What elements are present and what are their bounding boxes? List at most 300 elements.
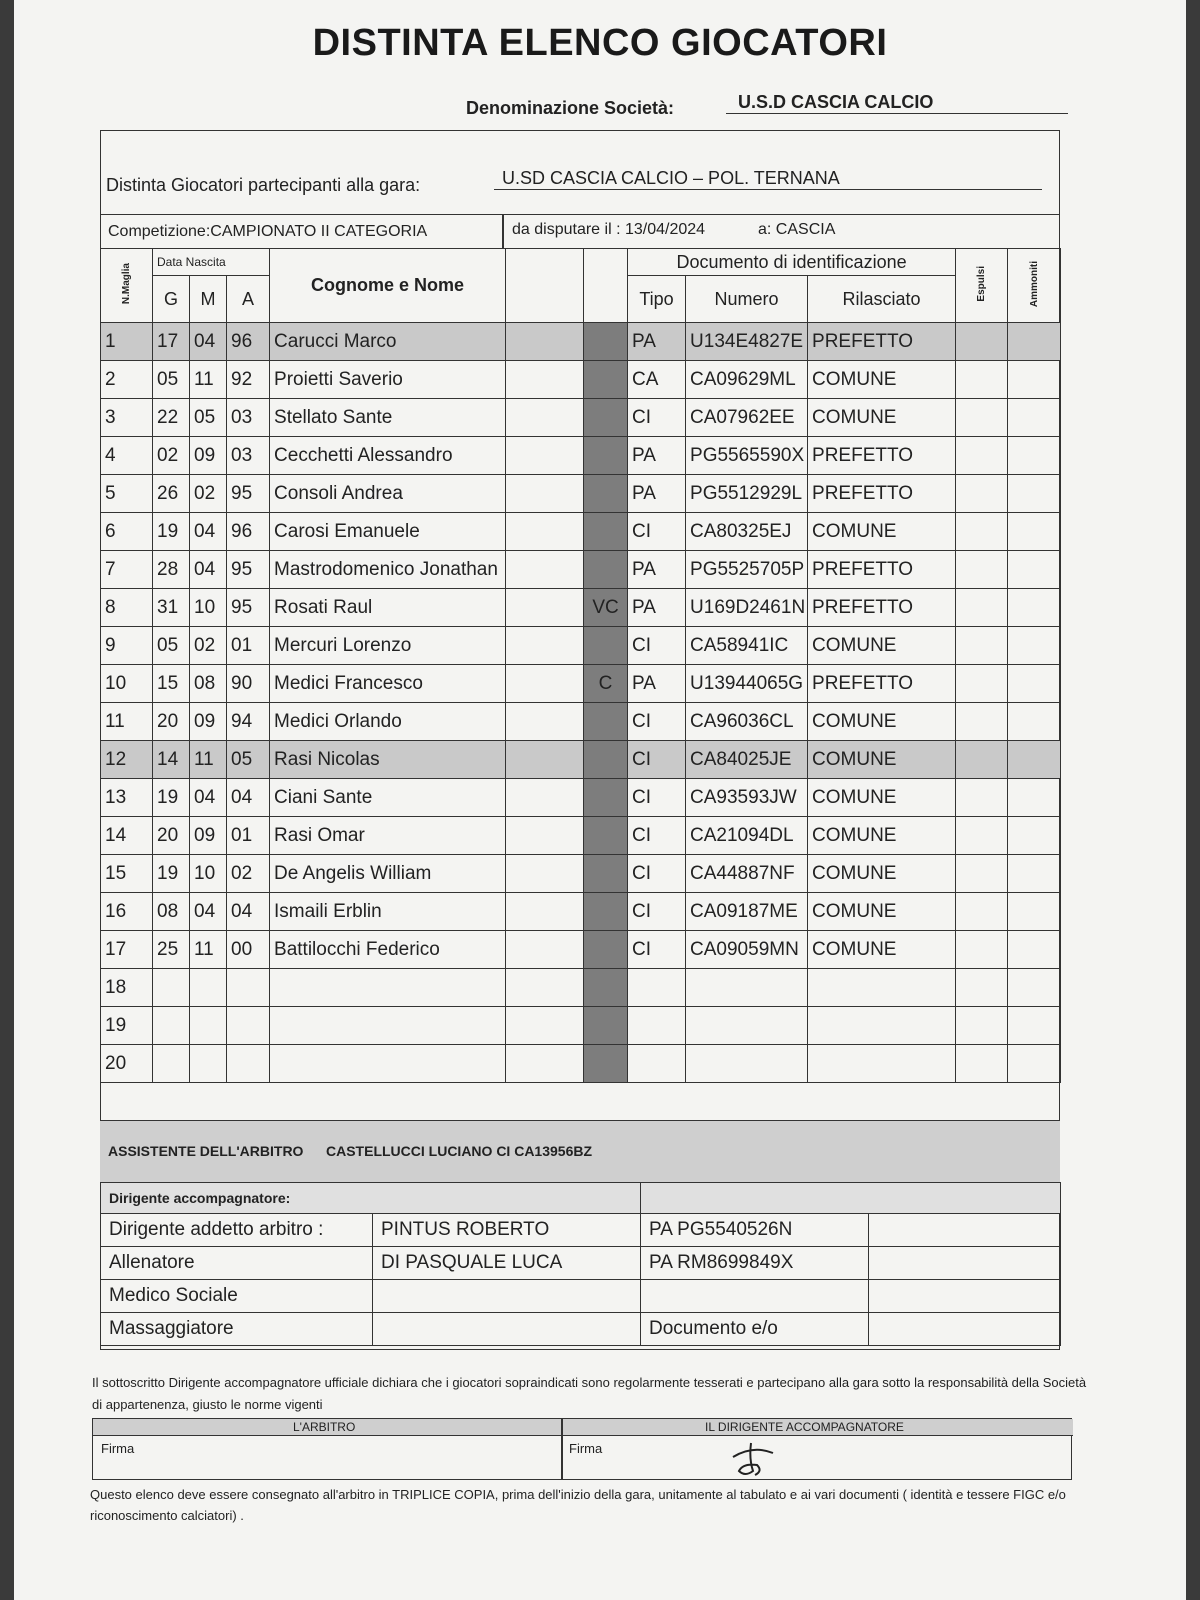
birth-day: 19 <box>153 855 190 893</box>
birth-month: 10 <box>190 855 227 893</box>
espulsi-cell <box>956 399 1008 437</box>
player-row <box>101 855 1061 893</box>
birth-day: 20 <box>153 817 190 855</box>
player-number: 9 <box>101 627 153 665</box>
birth-month: 08 <box>190 665 227 703</box>
player-name: Proietti Saverio <box>270 361 506 399</box>
birth-year <box>227 1007 270 1045</box>
blank-cell <box>506 855 584 893</box>
blank-cell <box>506 741 584 779</box>
player-row <box>101 589 1061 627</box>
doc-issuer: COMUNE <box>808 817 956 855</box>
doc-number: CA21094DL <box>686 817 808 855</box>
declaration: Il sottoscritto Dirigente accompagnatore ufficiale dichiara che i giocatori sopraindicati sono regolarmente tesserati e partecipano alla gara sotto la responsabilità della Società di appartenenza, giusto le norme vigenti <box>92 1375 1087 1412</box>
ammoniti-cell <box>1008 741 1061 779</box>
staff-doc: PA PG5540526N <box>641 1214 869 1247</box>
doc-issuer: PREFETTO <box>808 323 956 361</box>
player-name: Battilocchi Federico <box>270 931 506 969</box>
ammoniti-cell <box>1008 437 1061 475</box>
ammoniti-cell <box>1008 855 1061 893</box>
birth-day: 14 <box>153 741 190 779</box>
birth-year: 02 <box>227 855 270 893</box>
birth-day: 15 <box>153 665 190 703</box>
doc-number: CA07962EE <box>686 399 808 437</box>
birth-day: 25 <box>153 931 190 969</box>
player-row <box>101 779 1061 817</box>
birth-day: 26 <box>153 475 190 513</box>
birth-day: 19 <box>153 513 190 551</box>
header-g: G <box>153 276 190 323</box>
player-number: 3 <box>101 399 153 437</box>
staff-row <box>101 1280 1061 1313</box>
birth-month: 02 <box>190 627 227 665</box>
doc-issuer: COMUNE <box>808 399 956 437</box>
doc-issuer: COMUNE <box>808 513 956 551</box>
birth-year: 04 <box>227 893 270 931</box>
doc-number: CA93593JW <box>686 779 808 817</box>
dirigente-acc-label: Dirigente accompagnatore: <box>101 1183 641 1214</box>
birth-month <box>190 969 227 1007</box>
player-name: Mastrodomenico Jonathan <box>270 551 506 589</box>
doc-issuer <box>808 969 956 1007</box>
espulsi-cell <box>956 893 1008 931</box>
role-cell <box>584 931 628 969</box>
birth-month: 09 <box>190 703 227 741</box>
birth-year <box>227 969 270 1007</box>
societa-value: U.S.D CASCIA CALCIO <box>726 92 1068 114</box>
player-row <box>101 969 1061 1007</box>
espulsi-cell <box>956 665 1008 703</box>
player-row <box>101 551 1061 589</box>
header-data-nascita: Data Nascita <box>153 249 270 276</box>
player-name: Carosi Emanuele <box>270 513 506 551</box>
blank-cell <box>506 513 584 551</box>
doc-issuer: COMUNE <box>808 931 956 969</box>
role-cell <box>584 323 628 361</box>
staff-name <box>373 1313 641 1346</box>
player-row <box>101 665 1061 703</box>
role-cell <box>584 627 628 665</box>
doc-number: U13944065G <box>686 665 808 703</box>
player-row <box>101 703 1061 741</box>
birth-day: 05 <box>153 361 190 399</box>
staff-extra <box>869 1280 1061 1313</box>
ammoniti-cell <box>1008 627 1061 665</box>
doc-type: CI <box>628 627 686 665</box>
blank-cell <box>506 969 584 1007</box>
player-row <box>101 323 1061 361</box>
birth-year: 92 <box>227 361 270 399</box>
player-row <box>101 1045 1061 1083</box>
birth-month: 09 <box>190 437 227 475</box>
ammoniti-cell <box>1008 1007 1061 1045</box>
gara-label: Distinta Giocatori partecipanti alla gara: <box>106 175 421 195</box>
header-nome: Cognome e Nome <box>270 249 506 323</box>
espulsi-cell <box>956 969 1008 1007</box>
blank-cell <box>506 893 584 931</box>
doc-issuer: PREFETTO <box>808 551 956 589</box>
ammoniti-cell <box>1008 931 1061 969</box>
blank-cell <box>506 779 584 817</box>
birth-day: 22 <box>153 399 190 437</box>
form-title: DISTINTA ELENCO GIOCATORI <box>312 22 888 64</box>
espulsi-cell <box>956 931 1008 969</box>
blank-cell <box>506 817 584 855</box>
player-name: Ismaili Erblin <box>270 893 506 931</box>
header-tipo: Tipo <box>628 276 686 323</box>
birth-month: 10 <box>190 589 227 627</box>
doc-number: CA09187ME <box>686 893 808 931</box>
birth-year: 01 <box>227 817 270 855</box>
role-cell <box>584 817 628 855</box>
player-name: De Angelis William <box>270 855 506 893</box>
player-number: 18 <box>101 969 153 1007</box>
player-row <box>101 475 1061 513</box>
doc-type: PA <box>628 475 686 513</box>
player-number: 6 <box>101 513 153 551</box>
doc-issuer: COMUNE <box>808 361 956 399</box>
player-name: Stellato Sante <box>270 399 506 437</box>
ammoniti-cell <box>1008 513 1061 551</box>
doc-type: CI <box>628 893 686 931</box>
doc-number: CA44887NF <box>686 855 808 893</box>
role-cell <box>584 1045 628 1083</box>
staff-role: Massaggiatore <box>101 1313 373 1346</box>
ammoniti-cell <box>1008 779 1061 817</box>
player-name: Ciani Sante <box>270 779 506 817</box>
player-number: 5 <box>101 475 153 513</box>
doc-type <box>628 1007 686 1045</box>
header-ammoniti: Ammoniti <box>1008 249 1061 323</box>
societa-label: Denominazione Società: <box>466 98 675 118</box>
signature-box <box>92 1418 1072 1480</box>
staff-role: Dirigente addetto arbitro : <box>101 1214 373 1247</box>
birth-day: 08 <box>153 893 190 931</box>
birth-year: 05 <box>227 741 270 779</box>
blank-cell <box>506 399 584 437</box>
doc-issuer: PREFETTO <box>808 665 956 703</box>
espulsi-cell <box>956 703 1008 741</box>
blank-cell <box>506 361 584 399</box>
header-numero: Numero <box>686 276 808 323</box>
player-name: Mercuri Lorenzo <box>270 627 506 665</box>
doc-issuer: COMUNE <box>808 855 956 893</box>
ammoniti-cell <box>1008 361 1061 399</box>
player-row <box>101 627 1061 665</box>
match-city: a: CASCIA <box>758 221 836 238</box>
player-row <box>101 893 1061 931</box>
firma-dirigente: Firma <box>569 1441 603 1456</box>
role-cell <box>584 361 628 399</box>
player-name: Rasi Nicolas <box>270 741 506 779</box>
doc-type: CI <box>628 741 686 779</box>
doc-number: PG5512929L <box>686 475 808 513</box>
birth-day: 28 <box>153 551 190 589</box>
birth-year: 03 <box>227 437 270 475</box>
blank-cell <box>506 437 584 475</box>
players-table <box>100 248 1061 1083</box>
player-number: 12 <box>101 741 153 779</box>
espulsi-cell <box>956 589 1008 627</box>
player-number: 4 <box>101 437 153 475</box>
doc-issuer: COMUNE <box>808 703 956 741</box>
role-cell <box>584 741 628 779</box>
blank-cell <box>506 1045 584 1083</box>
birth-year: 00 <box>227 931 270 969</box>
doc-number: CA80325EJ <box>686 513 808 551</box>
blank-cell <box>506 1007 584 1045</box>
player-number: 13 <box>101 779 153 817</box>
competizione: Competizione:CAMPIONATO II CATEGORIA <box>108 223 428 240</box>
staff-name: DI PASQUALE LUCA <box>373 1247 641 1280</box>
blank-cell <box>506 475 584 513</box>
role-cell <box>584 703 628 741</box>
dirigente-label: IL DIRIGENTE ACCOMPAGNATORE <box>705 1420 904 1434</box>
header-n-maglia: N.Maglia <box>101 249 153 323</box>
ammoniti-cell <box>1008 323 1061 361</box>
player-number: 16 <box>101 893 153 931</box>
birth-month <box>190 1007 227 1045</box>
doc-type: PA <box>628 437 686 475</box>
birth-year: 04 <box>227 779 270 817</box>
espulsi-cell <box>956 513 1008 551</box>
doc-type: CI <box>628 399 686 437</box>
doc-number: CA58941IC <box>686 627 808 665</box>
birth-day <box>153 1007 190 1045</box>
player-row <box>101 817 1061 855</box>
player-row <box>101 437 1061 475</box>
role-cell <box>584 855 628 893</box>
birth-month: 11 <box>190 931 227 969</box>
espulsi-cell <box>956 437 1008 475</box>
birth-year: 95 <box>227 589 270 627</box>
ammoniti-cell <box>1008 969 1061 1007</box>
player-row <box>101 513 1061 551</box>
player-row <box>101 361 1061 399</box>
doc-type: CI <box>628 931 686 969</box>
doc-issuer: COMUNE <box>808 741 956 779</box>
player-number: 14 <box>101 817 153 855</box>
ammoniti-cell <box>1008 893 1061 931</box>
doc-issuer: COMUNE <box>808 893 956 931</box>
birth-year: 94 <box>227 703 270 741</box>
blank-cell <box>506 627 584 665</box>
player-number: 15 <box>101 855 153 893</box>
player-row <box>101 741 1061 779</box>
form-sheet <box>14 0 1186 1600</box>
footer-note: Questo elenco deve essere consegnato all'arbitro in TRIPLICE COPIA, prima dell'inizio della gara, unitamente al tabulato e ai vari documenti ( identità e tessere FIGC e/o riconoscimento calciatori) . <box>90 1487 1066 1523</box>
assistente-row <box>100 1120 1060 1183</box>
doc-number: U134E4827E <box>686 323 808 361</box>
header-m: M <box>190 276 227 323</box>
doc-type: PA <box>628 665 686 703</box>
role-cell <box>584 399 628 437</box>
espulsi-cell <box>956 855 1008 893</box>
birth-year: 01 <box>227 627 270 665</box>
birth-year: 95 <box>227 551 270 589</box>
birth-year: 96 <box>227 513 270 551</box>
ammoniti-cell <box>1008 589 1061 627</box>
doc-number: PG5525705P <box>686 551 808 589</box>
player-name <box>270 969 506 1007</box>
match-date: da disputare il : 13/04/2024 <box>512 221 706 238</box>
doc-number: CA96036CL <box>686 703 808 741</box>
birth-year: 96 <box>227 323 270 361</box>
staff-extra <box>869 1313 1061 1346</box>
espulsi-cell <box>956 551 1008 589</box>
birth-month: 05 <box>190 399 227 437</box>
birth-day <box>153 1045 190 1083</box>
player-number: 8 <box>101 589 153 627</box>
staff-doc <box>641 1280 869 1313</box>
doc-issuer: PREFETTO <box>808 475 956 513</box>
birth-day: 20 <box>153 703 190 741</box>
header-ruolo <box>584 249 628 323</box>
player-number: 20 <box>101 1045 153 1083</box>
player-number: 2 <box>101 361 153 399</box>
player-name: Rasi Omar <box>270 817 506 855</box>
birth-day: 17 <box>153 323 190 361</box>
birth-month: 11 <box>190 361 227 399</box>
birth-year: 03 <box>227 399 270 437</box>
blank-cell <box>506 551 584 589</box>
blank-cell <box>506 323 584 361</box>
ammoniti-cell <box>1008 703 1061 741</box>
doc-type <box>628 969 686 1007</box>
player-row <box>101 1007 1061 1045</box>
role-cell <box>584 475 628 513</box>
espulsi-cell <box>956 475 1008 513</box>
player-name: Medici Orlando <box>270 703 506 741</box>
role-cell <box>584 513 628 551</box>
birth-month: 09 <box>190 817 227 855</box>
staff-doc: Documento e/o <box>641 1313 869 1346</box>
player-row <box>101 931 1061 969</box>
role-cell <box>584 779 628 817</box>
gara-value: U.SD CASCIA CALCIO – POL. TERNANA <box>494 168 1042 190</box>
staff-table <box>100 1182 1061 1346</box>
birth-day: 05 <box>153 627 190 665</box>
role-cell: C <box>584 665 628 703</box>
blank-cell <box>506 931 584 969</box>
player-name <box>270 1007 506 1045</box>
birth-month: 04 <box>190 513 227 551</box>
ammoniti-cell <box>1008 817 1061 855</box>
staff-extra <box>869 1247 1061 1280</box>
role-cell <box>584 551 628 589</box>
ammoniti-cell <box>1008 399 1061 437</box>
staff-row <box>101 1313 1061 1346</box>
role-cell <box>584 437 628 475</box>
espulsi-cell <box>956 1045 1008 1083</box>
doc-number: CA09059MN <box>686 931 808 969</box>
doc-issuer: COMUNE <box>808 779 956 817</box>
header-blank <box>506 249 584 323</box>
birth-day: 19 <box>153 779 190 817</box>
staff-name: PINTUS ROBERTO <box>373 1214 641 1247</box>
header-documento: Documento di identificazione <box>628 249 956 276</box>
doc-number: CA09629ML <box>686 361 808 399</box>
espulsi-cell <box>956 323 1008 361</box>
espulsi-cell <box>956 817 1008 855</box>
signature-scribble <box>723 1437 783 1479</box>
doc-number <box>686 1045 808 1083</box>
player-name: Cecchetti Alessandro <box>270 437 506 475</box>
doc-issuer <box>808 1007 956 1045</box>
birth-month: 04 <box>190 893 227 931</box>
staff-row <box>101 1247 1061 1280</box>
doc-type: CI <box>628 779 686 817</box>
staff-doc: PA RM8699849X <box>641 1247 869 1280</box>
player-number: 7 <box>101 551 153 589</box>
doc-issuer: PREFETTO <box>808 589 956 627</box>
doc-number: CA84025JE <box>686 741 808 779</box>
header-a: A <box>227 276 270 323</box>
doc-issuer: PREFETTO <box>808 437 956 475</box>
ammoniti-cell <box>1008 665 1061 703</box>
player-number: 1 <box>101 323 153 361</box>
blank-cell <box>506 589 584 627</box>
doc-type: CA <box>628 361 686 399</box>
birth-year: 90 <box>227 665 270 703</box>
doc-number <box>686 969 808 1007</box>
birth-month: 04 <box>190 323 227 361</box>
birth-month: 04 <box>190 551 227 589</box>
header-rilasciato: Rilasciato <box>808 276 956 323</box>
doc-type <box>628 1045 686 1083</box>
staff-name <box>373 1280 641 1313</box>
espulsi-cell <box>956 779 1008 817</box>
birth-day: 02 <box>153 437 190 475</box>
birth-month: 04 <box>190 779 227 817</box>
doc-type: CI <box>628 855 686 893</box>
arbitro-label: L'ARBITRO <box>293 1420 356 1434</box>
player-number: 19 <box>101 1007 153 1045</box>
player-name: Consoli Andrea <box>270 475 506 513</box>
birth-day: 31 <box>153 589 190 627</box>
doc-type: CI <box>628 817 686 855</box>
staff-role: Allenatore <box>101 1247 373 1280</box>
birth-year <box>227 1045 270 1083</box>
role-cell <box>584 969 628 1007</box>
header-espulsi: Espulsi <box>956 249 1008 323</box>
doc-number: U169D2461N <box>686 589 808 627</box>
birth-month <box>190 1045 227 1083</box>
blank-cell <box>506 703 584 741</box>
doc-number <box>686 1007 808 1045</box>
assistente-value: CASTELLUCCI LUCIANO CI CA13956BZ <box>326 1143 593 1159</box>
blank-cell <box>506 665 584 703</box>
role-cell <box>584 893 628 931</box>
doc-issuer <box>808 1045 956 1083</box>
role-cell <box>584 1007 628 1045</box>
player-row <box>101 399 1061 437</box>
role-cell: VC <box>584 589 628 627</box>
ammoniti-cell <box>1008 1045 1061 1083</box>
assistente-label: ASSISTENTE DELL'ARBITRO <box>108 1143 304 1159</box>
espulsi-cell <box>956 627 1008 665</box>
espulsi-cell <box>956 361 1008 399</box>
player-name <box>270 1045 506 1083</box>
player-number: 11 <box>101 703 153 741</box>
doc-type: CI <box>628 513 686 551</box>
doc-type: PA <box>628 551 686 589</box>
player-name: Carucci Marco <box>270 323 506 361</box>
player-name: Medici Francesco <box>270 665 506 703</box>
espulsi-cell <box>956 1007 1008 1045</box>
birth-month: 11 <box>190 741 227 779</box>
staff-extra <box>869 1214 1061 1247</box>
